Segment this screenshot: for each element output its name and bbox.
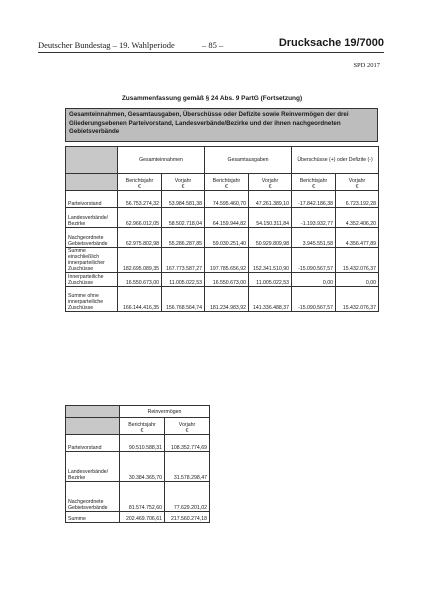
- value-cell: 4.356.477,89: [336, 228, 379, 248]
- table-row: [66, 248, 379, 273]
- col-header: Vorjahr €: [162, 174, 205, 191]
- value-cell: 47.261.389,10: [249, 191, 292, 208]
- col-group-header: Überschüsse (+) oder Defizite (-): [292, 147, 379, 174]
- section-heading: Gesamteinnahmen, Gesamtausgaben, Überschüsse oder Defizite sowie Reinvermögen der drei Gliederungsebenen Parteivorstand, Landesverbände/Bezirke und der ihnen nachgeordneten Gebietsverbände: [65, 108, 378, 142]
- value-cell: 53.984.581,38: [162, 191, 205, 208]
- col-group-header: Reinvermögen: [120, 406, 210, 418]
- col-header: Vorjahr €: [336, 174, 379, 191]
- value-cell: 90.510.588,31: [120, 435, 165, 452]
- value-cell: 15.432.076,37: [336, 248, 379, 273]
- row-label: Innerparteiliche Zuschüsse: [66, 273, 118, 287]
- value-cell: 197.785.656,92: [205, 248, 249, 273]
- value-cell: -17.842.186,38: [292, 191, 336, 208]
- value-cell: 16.550.673,00: [118, 273, 162, 287]
- value-cell: 30.384.365,70: [120, 452, 165, 482]
- table-row: [66, 435, 210, 452]
- value-cell: 217.560.274,18: [165, 512, 210, 523]
- table-row: [66, 482, 210, 512]
- value-cell: 50.929.809,98: [249, 228, 292, 248]
- value-cell: 0,00: [292, 273, 336, 287]
- value-cell: 6.723.192,28: [336, 191, 379, 208]
- col-group-header: Gesamtausgaben: [205, 147, 292, 174]
- value-cell: 3.945.551,58: [292, 228, 336, 248]
- row-label: Landesverbände/ Bezirke: [66, 452, 120, 482]
- corner-cell: [66, 147, 118, 174]
- party-label: SPD 2017: [353, 62, 380, 69]
- value-cell: -15.090.567,57: [292, 248, 336, 273]
- value-cell: 55.286.287,85: [162, 228, 205, 248]
- value-cell: 166.144.416,35: [118, 287, 162, 312]
- value-cell: 74.595.460,70: [205, 191, 249, 208]
- col-header: Berichtsjahr €: [292, 174, 336, 191]
- row-label: Nachgeordnete Gebietsverbände: [66, 228, 118, 248]
- value-cell: 4.352.406,20: [336, 208, 379, 228]
- header-left: Deutscher Bundestag – 19. Wahlperiode: [38, 40, 175, 50]
- value-cell: -15.090.567,57: [292, 287, 336, 312]
- value-cell: 181.234.983,92: [205, 287, 249, 312]
- row-label: Summe einschließlich innerparteilicher Zuschüsse: [66, 248, 118, 273]
- value-cell: 59.030.251,40: [205, 228, 249, 248]
- value-cell: 182.695.089,35: [118, 248, 162, 273]
- value-cell: 202.469.706,61: [120, 512, 165, 523]
- value-cell: 167.773.587,27: [162, 248, 205, 273]
- value-cell: 64.159.944,82: [205, 208, 249, 228]
- value-cell: 11.005.022,53: [249, 273, 292, 287]
- row-label: Landesverbände/ Bezirke: [66, 208, 118, 228]
- row-label: Summe ohne innerparteiliche Zuschüsse: [66, 287, 118, 312]
- corner-cell: [66, 174, 118, 191]
- value-cell: 15.432.076,37: [336, 287, 379, 312]
- page-number: – 85 –: [202, 40, 224, 50]
- table-row: [66, 287, 379, 312]
- value-cell: 31.578.298,47: [165, 452, 210, 482]
- value-cell: 11.005.022,53: [162, 273, 205, 287]
- row-label: Summe: [66, 512, 120, 523]
- header-rule: [38, 52, 384, 53]
- value-cell: 62.966.012,05: [118, 208, 162, 228]
- table-row: [66, 191, 379, 208]
- col-header: Berichtsjahr €: [205, 174, 249, 191]
- value-cell: 62.975.802,98: [118, 228, 162, 248]
- col-header: Berichtsjahr €: [120, 418, 165, 435]
- document-number: Drucksache 19/7000: [278, 37, 384, 49]
- row-label: Parteivorstand: [66, 435, 120, 452]
- corner-cell: [66, 418, 120, 435]
- value-cell: 16.550.673,00: [205, 273, 249, 287]
- value-cell: 0,00: [336, 273, 379, 287]
- value-cell: 156.768.564,74: [162, 287, 205, 312]
- value-cell: 77.629.201,02: [165, 482, 210, 512]
- table-row: [66, 512, 210, 523]
- value-cell: 54.150.311,84: [249, 208, 292, 228]
- page-title: Zusammenfassung gemäß § 24 Abs. 9 PartG (Fortsetzung): [121, 95, 303, 102]
- table-row: [66, 452, 210, 482]
- row-label: Nachgeordnete Gebietsverbände: [66, 482, 120, 512]
- row-label: Parteivorstand: [66, 191, 118, 208]
- col-header: Vorjahr €: [165, 418, 210, 435]
- value-cell: 108.352.774,69: [165, 435, 210, 452]
- col-header: Berichtsjahr €: [118, 174, 162, 191]
- table-row: [66, 273, 379, 287]
- value-cell: -1.193.932,77: [292, 208, 336, 228]
- table-row: [66, 208, 379, 228]
- col-header: Vorjahr €: [249, 174, 292, 191]
- net-assets-table: [65, 405, 210, 523]
- value-cell: 56.753.274,32: [118, 191, 162, 208]
- value-cell: 58.502.718,04: [162, 208, 205, 228]
- col-group-header: Gesamteinnahmen: [118, 147, 205, 174]
- value-cell: 81.574.752,60: [120, 482, 165, 512]
- summary-table: [65, 146, 379, 312]
- table-row: [66, 228, 379, 248]
- corner-cell: [66, 406, 120, 418]
- value-cell: 141.336.488,37: [249, 287, 292, 312]
- value-cell: 152.341.510,90: [249, 248, 292, 273]
